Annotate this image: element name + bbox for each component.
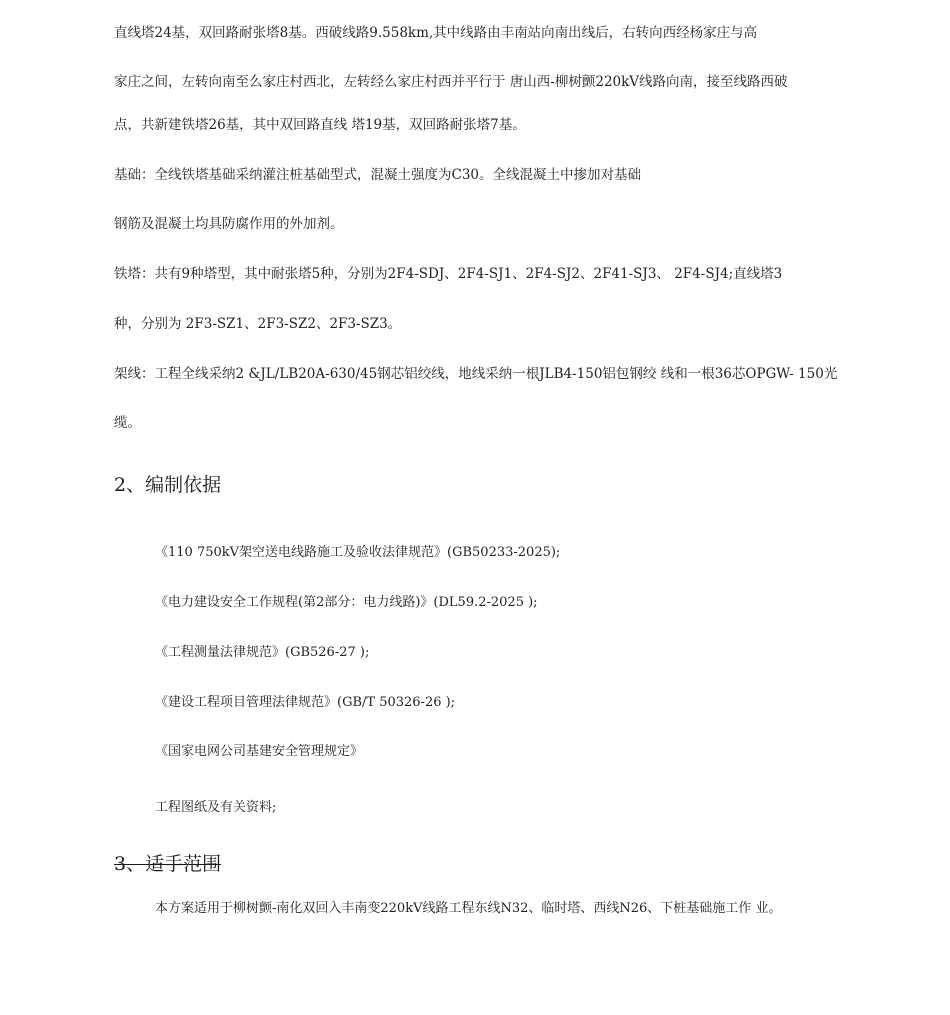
paragraph-line: 缆。 xyxy=(114,415,141,431)
reference-item: 《110 750kV架空送电线路施工及验收法律规范》(GB50233-2025); xyxy=(155,545,561,560)
paragraph-line: 架线：工程全线采纳2 &JL/LB20A-630/45钢芯铝绞线，地线采纳一根JLB4-150铝包钢绞 线和一根36芯OPGW- 150光 xyxy=(114,366,838,382)
reference-item: 《国家电网公司基建安全管理规定》 xyxy=(155,744,364,759)
paragraph-line: 家庄之间，左转向南至么家庄村西北，左转经么家庄村西并平行于 唐山西-柳树颤220kV线路向南，接至线路西破 xyxy=(114,74,788,90)
reference-item: 工程图纸及有关资料; xyxy=(155,800,277,815)
paragraph-line: 种，分别为 2F3-SZ1、2F3-SZ2、2F3-SZ3。 xyxy=(114,316,402,332)
reference-item: 《电力建设安全工作规程(第2部分：电力线路)》(DL59.2-2025 ); xyxy=(155,595,538,610)
section-heading: 3、适手范围 xyxy=(114,853,222,875)
paragraph-line: 直线塔24基，双回路耐张塔8基。西破线路9.558km,其中线路由丰南站向南出线后，右转向西经杨家庄与高 xyxy=(114,25,758,41)
section-heading: 2、编制依据 xyxy=(114,474,222,496)
paragraph-line: 钢筋及混凝土均具防腐作用的外加剂。 xyxy=(114,216,344,232)
reference-item: 《工程测量法律规范》(GB526-27 ); xyxy=(155,645,370,660)
reference-item: 《建设工程项目管理法律规范》(GB/T 50326-26 ); xyxy=(155,695,456,710)
paragraph-line: 点，共新建铁塔26基，其中双回路直线 塔19基，双回路耐张塔7基。 xyxy=(114,117,526,133)
paragraph-line: 铁塔：共有9种塔型，其中耐张塔5种，分别为2F4-SDJ、2F4-SJ1、2F4-SJ2、2F41-SJ3、 2F4-SJ4;直线塔3 xyxy=(114,266,783,282)
paragraph-line: 基础：全线铁塔基础采纳灌注桩基础型式，混凝土强度为C30。全线混凝土中掺加对基础 xyxy=(114,167,642,183)
paragraph-line: 本方案适用于柳树颤-南化双回入丰南变220kV线路工程东线N32、临时塔、西线N26、下桩基础施工作 业。 xyxy=(155,901,782,916)
